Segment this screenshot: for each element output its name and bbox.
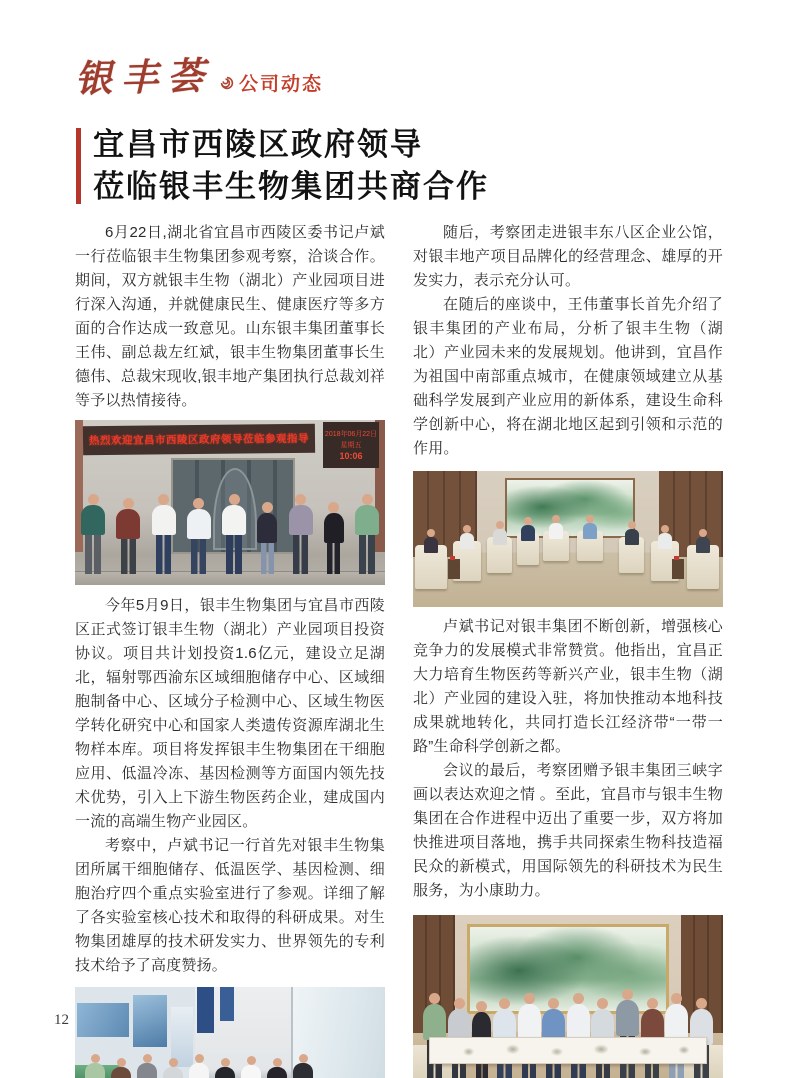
- page-number: 12: [54, 1012, 69, 1028]
- led-date: 2018年06月22日: [324, 431, 378, 438]
- group-of-people: [85, 1050, 313, 1078]
- person-figure: [423, 993, 446, 1078]
- paragraph: 6月22日,湖北省宜昌市西陵区委书记卢斌一行莅临银丰生物集团参观考察，洽谈合作。期间，双方就银丰生物（湖北）产业园项目进行深入沟通，并就健康民生、健康医疗等多方面的合作达成一致意见。山东银丰集团董事长王伟、副总裁左红斌，银丰生物集团董事长生德伟、总裁宋现收,银丰地产集团执行总裁刘祥等予以热情接待。: [75, 224, 385, 409]
- hanging-banner: [197, 987, 214, 1033]
- seated-person: [548, 515, 564, 539]
- person-figure: [116, 498, 140, 574]
- person-figure: [665, 993, 688, 1078]
- person-figure: [267, 1058, 287, 1078]
- person-figure: [137, 1054, 157, 1078]
- person-figure: [111, 1058, 131, 1078]
- hanging-banner: [220, 987, 234, 1021]
- title-line-1: 宜昌市西陵区政府领导: [93, 127, 423, 162]
- person-figure: [215, 1058, 235, 1078]
- paragraph: 卢斌书记对银丰集团不断创新，增强核心竞争力的发展模式非常赞赏。他指出，宜昌正大力培育生物医药等新兴产业，银丰生物（湖北）产业园的建设入驻，将加快推动本地科技成果就地转化，共同打造长江经济带“一带一路”生命科学创新之都。: [413, 618, 723, 755]
- masthead: [75, 0, 723, 104]
- paragraph: 考察中，卢斌书记一行首先对银丰生物集团所属干细胞储存、低温医学、基因检测、细胞治疗四个重点实验室进行了参观。详细了解了各实验室核心技术和取得的科研成果。对生物集团雄厚的技术研发实力、世界领先的专利技术给予了高度赞扬。: [75, 837, 385, 974]
- seated-person: [657, 525, 673, 549]
- logo-yinfenghui: 银丰荟: [74, 52, 214, 101]
- display-panel: [133, 995, 167, 1047]
- display-panel: [77, 1003, 129, 1037]
- photo-exhibition-tour: [75, 987, 385, 1078]
- person-figure: [85, 1054, 105, 1078]
- person-figure: [257, 502, 277, 574]
- seated-person: [624, 521, 640, 545]
- person-figure: [163, 1058, 183, 1078]
- right-column: [413, 221, 723, 1078]
- led-welcome-banner: [83, 424, 315, 455]
- paragraph: 随后，考察团走进银丰东八区企业公馆，对银丰地产项目品牌化的经营理念、雄厚的开发实力，表示充分认可。: [413, 224, 723, 289]
- gift-scroll-painting: [429, 1037, 707, 1064]
- spiral-icon: [219, 75, 235, 91]
- article-body: [75, 221, 723, 1078]
- paragraph: 会议的最后，考察团赠予银丰集团三峡字画以表达欢迎之情 。至此，宜昌市与银丰生物集团在合作进程中迈出了重要一步，双方将加快推进项目落地，携手共同探索生物科技造福民众的新模式，用国际领先的科研技术为民生服务，为小康助力。: [413, 762, 723, 899]
- left-column: [75, 221, 385, 1078]
- side-table: [448, 559, 460, 579]
- led-banner-text: 热烈欢迎宜昌市西陵区政府领导莅临参观指导: [88, 432, 310, 448]
- person-figure: [355, 494, 379, 574]
- person-figure: [518, 993, 541, 1078]
- person-figure: [241, 1056, 261, 1078]
- photo-entrance-group: [75, 420, 385, 585]
- article-title: [93, 124, 489, 208]
- seated-person: [695, 529, 711, 553]
- person-figure: [187, 498, 211, 574]
- led-time: 10:06: [339, 451, 363, 461]
- seated-person: [520, 517, 536, 541]
- paragraph: 今年5月9日，银丰生物集团与宜昌市西陵区正式签订银丰生物（湖北）产业园项目投资协议。项目共计划投资1.6亿元，建设立足湖北，辐射鄂西渝东区域细胞储存中心、区域细胞制备中心、区域分子检测中心、区域生物医学转化研究中心和国家人类遗传资源库湖北生物样本库。项目将发挥银丰生物集团在干细胞应用、低温冷冻、基因检测等方面国内领先技术优势，引入上下游生物医药企业，建成国内一流的高端生物产业园区。: [75, 597, 385, 830]
- paragraph: 在随后的座谈中，王伟董事长首先介绍了银丰集团的产业布局，分析了银丰生物（湖北）产业园未来的发展规划。他讲到，宜昌作为祖国中南部重点城市，在健康领域建立从基础科学发展到产业应用的新体系，建设生命科学创新中心，将在湖北地区起到引领和示范的作用。: [413, 296, 723, 457]
- person-figure: [567, 993, 590, 1078]
- person-figure: [616, 989, 639, 1078]
- person-figure: [293, 1054, 313, 1078]
- photo-meeting-room: [413, 471, 723, 607]
- article-title-block: [75, 124, 723, 208]
- title-line-2: 莅临银丰生物集团共商合作: [93, 169, 489, 204]
- led-weekday: 星期五: [340, 442, 362, 449]
- side-table: [672, 559, 684, 579]
- photo-gift-ceremony: [413, 915, 723, 1078]
- section-label: 公司动态: [239, 73, 324, 95]
- person-figure: [81, 494, 105, 574]
- person-figure: [222, 494, 246, 574]
- group-of-people: [423, 989, 713, 1078]
- seated-person: [459, 525, 475, 549]
- seated-person: [582, 515, 598, 539]
- title-accent-bar: [76, 128, 81, 204]
- led-datetime-screen: [323, 422, 379, 468]
- group-of-people: [81, 492, 379, 574]
- person-figure: [289, 494, 313, 574]
- person-figure: [152, 494, 176, 574]
- person-figure: [324, 502, 344, 574]
- seated-person: [492, 521, 508, 545]
- person-figure: [189, 1054, 209, 1078]
- seated-person: [423, 529, 439, 553]
